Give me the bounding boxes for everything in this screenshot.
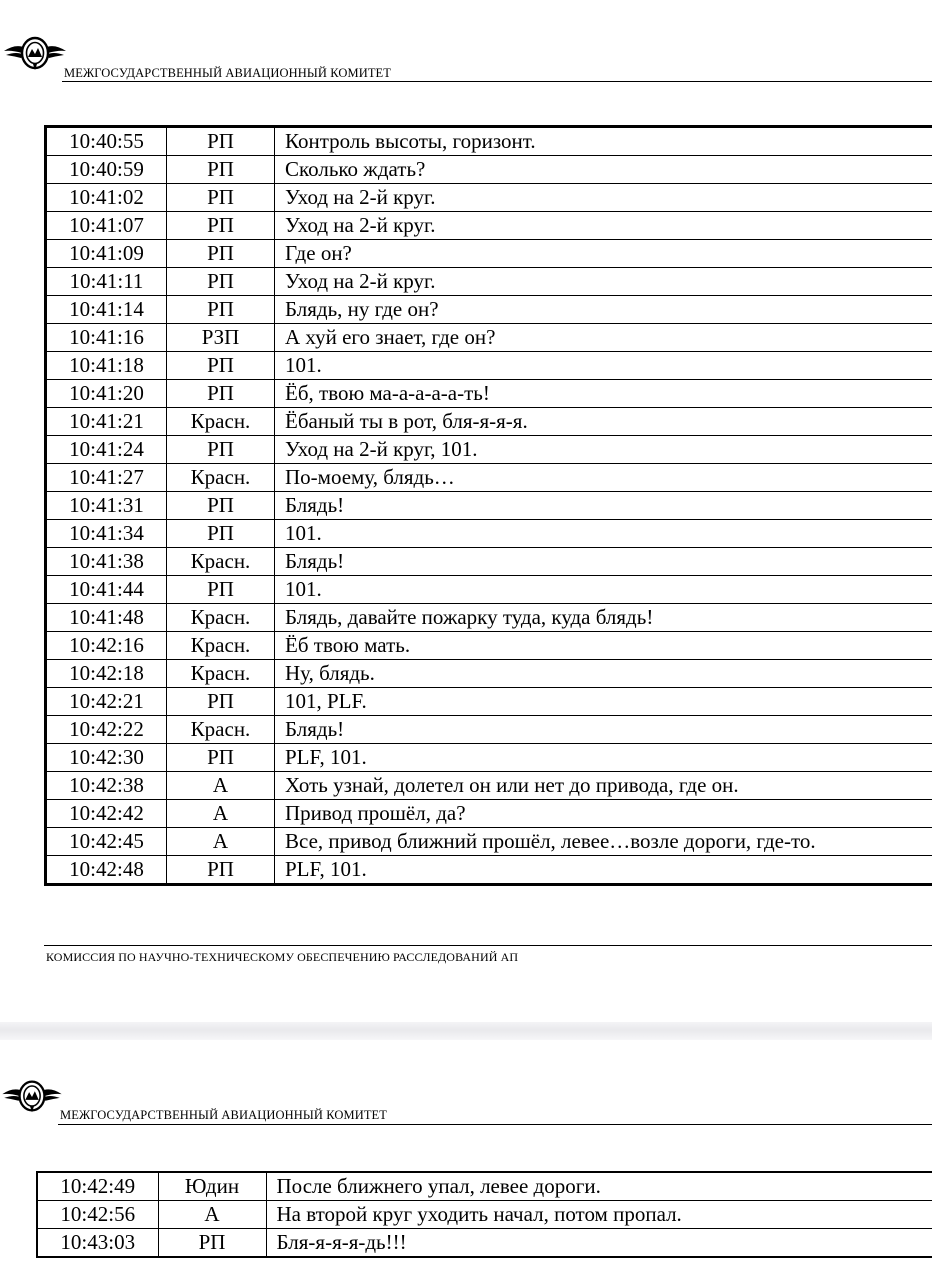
timestamp-cell: 10:42:56 xyxy=(37,1201,158,1229)
utterance-cell: Ёб твою мать. xyxy=(275,632,932,660)
speaker-cell: РП xyxy=(167,380,275,408)
utterance-cell: На второй круг уходить начал, потом пропал. xyxy=(266,1201,932,1229)
transcript-row xyxy=(46,576,932,604)
timestamp-cell: 10:41:16 xyxy=(46,324,167,352)
transcript-row xyxy=(46,464,932,492)
mak-emblem-icon xyxy=(2,30,68,76)
timestamp-cell: 10:41:31 xyxy=(46,492,167,520)
speaker-cell: РП xyxy=(167,212,275,240)
utterance-cell: После ближнего упал, левее дороги. xyxy=(266,1172,932,1201)
utterance-cell: PLF, 101. xyxy=(275,856,932,885)
timestamp-cell: 10:42:48 xyxy=(46,856,167,885)
transcript-row xyxy=(46,156,932,184)
transcript-row xyxy=(37,1172,932,1201)
speaker-cell: Красн. xyxy=(167,660,275,688)
organization-header: МЕЖГОСУДАРСТВЕННЫЙ АВИАЦИОННЫЙ КОМИТЕТ xyxy=(60,1108,388,1122)
timestamp-cell: 10:41:14 xyxy=(46,296,167,324)
timestamp-cell: 10:42:30 xyxy=(46,744,167,772)
speaker-cell: РП xyxy=(167,688,275,716)
utterance-cell: 101. xyxy=(275,520,932,548)
utterance-cell: А хуй его знает, где он? xyxy=(275,324,932,352)
timestamp-cell: 10:41:07 xyxy=(46,212,167,240)
transcript-table xyxy=(36,1171,932,1258)
utterance-cell: Уход на 2-й круг. xyxy=(275,212,932,240)
utterance-cell: Блядь, ну где он? xyxy=(275,296,932,324)
utterance-cell: Где он? xyxy=(275,240,932,268)
timestamp-cell: 10:41:24 xyxy=(46,436,167,464)
utterance-cell: Сколько ждать? xyxy=(275,156,932,184)
utterance-cell: Контроль высоты, горизонт. xyxy=(275,127,932,156)
timestamp-cell: 10:42:16 xyxy=(46,632,167,660)
utterance-cell: Ёбаный ты в рот, бля-я-я-я. xyxy=(275,408,932,436)
utterance-cell: Все, привод ближний прошёл, левее…возле дороги, где-то. xyxy=(275,828,932,856)
timestamp-cell: 10:41:38 xyxy=(46,548,167,576)
utterance-cell: Блядь! xyxy=(275,548,932,576)
timestamp-cell: 10:41:34 xyxy=(46,520,167,548)
utterance-cell: 101. xyxy=(275,352,932,380)
transcript-row xyxy=(37,1201,932,1229)
timestamp-cell: 10:42:22 xyxy=(46,716,167,744)
speaker-cell: РЗП xyxy=(167,324,275,352)
transcript-row xyxy=(46,380,932,408)
speaker-cell: РП xyxy=(167,268,275,296)
speaker-cell: Красн. xyxy=(167,604,275,632)
document-page-2 xyxy=(0,1040,932,1280)
speaker-cell: РП xyxy=(167,436,275,464)
timestamp-cell: 10:41:27 xyxy=(46,464,167,492)
speaker-cell: РП xyxy=(167,240,275,268)
speaker-cell: РП xyxy=(167,492,275,520)
speaker-cell: Красн. xyxy=(167,408,275,436)
utterance-cell: Уход на 2-й круг. xyxy=(275,184,932,212)
speaker-cell: РП xyxy=(167,576,275,604)
transcript-row xyxy=(46,408,932,436)
speaker-cell: А xyxy=(167,828,275,856)
speaker-cell: Красн. xyxy=(167,548,275,576)
transcript-row xyxy=(46,632,932,660)
speaker-cell: А xyxy=(167,772,275,800)
utterance-cell: 101, PLF. xyxy=(275,688,932,716)
transcript-row xyxy=(46,660,932,688)
timestamp-cell: 10:42:42 xyxy=(46,800,167,828)
timestamp-cell: 10:41:21 xyxy=(46,408,167,436)
footer-rule xyxy=(44,945,932,946)
utterance-cell: Ёб, твою ма-а-а-а-а-ть! xyxy=(275,380,932,408)
utterance-cell: Хоть узнай, долетел он или нет до привода, где он. xyxy=(275,772,932,800)
utterance-cell: Блядь! xyxy=(275,492,932,520)
transcript-row xyxy=(37,1229,932,1258)
transcript-row xyxy=(46,520,932,548)
transcript-row xyxy=(46,184,932,212)
timestamp-cell: 10:41:48 xyxy=(46,604,167,632)
transcript-row xyxy=(46,772,932,800)
timestamp-cell: 10:40:55 xyxy=(46,127,167,156)
timestamp-cell: 10:41:18 xyxy=(46,352,167,380)
transcript-row xyxy=(46,604,932,632)
speaker-cell: РП xyxy=(167,127,275,156)
header-rule xyxy=(58,1124,932,1125)
speaker-cell: РП xyxy=(167,744,275,772)
utterance-cell: 101. xyxy=(275,576,932,604)
speaker-cell: А xyxy=(158,1201,266,1229)
organization-header: МЕЖГОСУДАРСТВЕННЫЙ АВИАЦИОННЫЙ КОМИТЕТ xyxy=(64,66,392,80)
transcript-row xyxy=(46,240,932,268)
utterance-cell: По-моему, блядь… xyxy=(275,464,932,492)
transcript-row xyxy=(46,716,932,744)
transcript-row xyxy=(46,744,932,772)
speaker-cell: РП xyxy=(167,352,275,380)
timestamp-cell: 10:40:59 xyxy=(46,156,167,184)
transcript-row xyxy=(46,127,932,156)
timestamp-cell: 10:41:11 xyxy=(46,268,167,296)
transcript-row xyxy=(46,828,932,856)
speaker-cell: РП xyxy=(167,520,275,548)
speaker-cell: РП xyxy=(167,296,275,324)
page-separator xyxy=(0,1022,932,1040)
speaker-cell: Красн. xyxy=(167,716,275,744)
speaker-cell: РП xyxy=(158,1229,266,1258)
speaker-cell: РП xyxy=(167,184,275,212)
transcript-body xyxy=(37,1172,932,1257)
timestamp-cell: 10:42:49 xyxy=(37,1172,158,1201)
timestamp-cell: 10:41:44 xyxy=(46,576,167,604)
transcript-row xyxy=(46,856,932,885)
utterance-cell: Ну, блядь. xyxy=(275,660,932,688)
transcript-row xyxy=(46,296,932,324)
utterance-cell: Уход на 2-й круг. xyxy=(275,268,932,296)
transcript-row xyxy=(46,212,932,240)
utterance-cell: Блядь, давайте пожарку туда, куда блядь! xyxy=(275,604,932,632)
utterance-cell: Блядь! xyxy=(275,716,932,744)
timestamp-cell: 10:42:21 xyxy=(46,688,167,716)
transcript-row xyxy=(46,352,932,380)
speaker-cell: Красн. xyxy=(167,464,275,492)
speaker-cell: Юдин xyxy=(158,1172,266,1201)
timestamp-cell: 10:41:09 xyxy=(46,240,167,268)
transcript-row xyxy=(46,324,932,352)
utterance-cell: Уход на 2-й круг, 101. xyxy=(275,436,932,464)
speaker-cell: РП xyxy=(167,156,275,184)
utterance-cell: Привод прошёл, да? xyxy=(275,800,932,828)
footer-text: КОМИССИЯ ПО НАУЧНО-ТЕХНИЧЕСКОМУ ОБЕСПЕЧЕНИЮ РАССЛЕДОВАНИЙ АП xyxy=(46,950,519,964)
timestamp-cell: 10:42:38 xyxy=(46,772,167,800)
timestamp-cell: 10:43:03 xyxy=(37,1229,158,1258)
timestamp-cell: 10:41:20 xyxy=(46,380,167,408)
transcript-row xyxy=(46,548,932,576)
transcript-row xyxy=(46,492,932,520)
transcript-table xyxy=(44,125,932,886)
speaker-cell: РП xyxy=(167,856,275,885)
transcript-row xyxy=(46,800,932,828)
timestamp-cell: 10:42:18 xyxy=(46,660,167,688)
mak-emblem-icon xyxy=(0,1074,64,1118)
utterance-cell: Бля-я-я-я-дь!!! xyxy=(266,1229,932,1258)
transcript-row xyxy=(46,688,932,716)
utterance-cell: PLF, 101. xyxy=(275,744,932,772)
transcript-body xyxy=(46,127,932,885)
transcript-row xyxy=(46,268,932,296)
transcript-row xyxy=(46,436,932,464)
timestamp-cell: 10:41:02 xyxy=(46,184,167,212)
header-rule xyxy=(62,81,932,82)
speaker-cell: Красн. xyxy=(167,632,275,660)
speaker-cell: А xyxy=(167,800,275,828)
timestamp-cell: 10:42:45 xyxy=(46,828,167,856)
